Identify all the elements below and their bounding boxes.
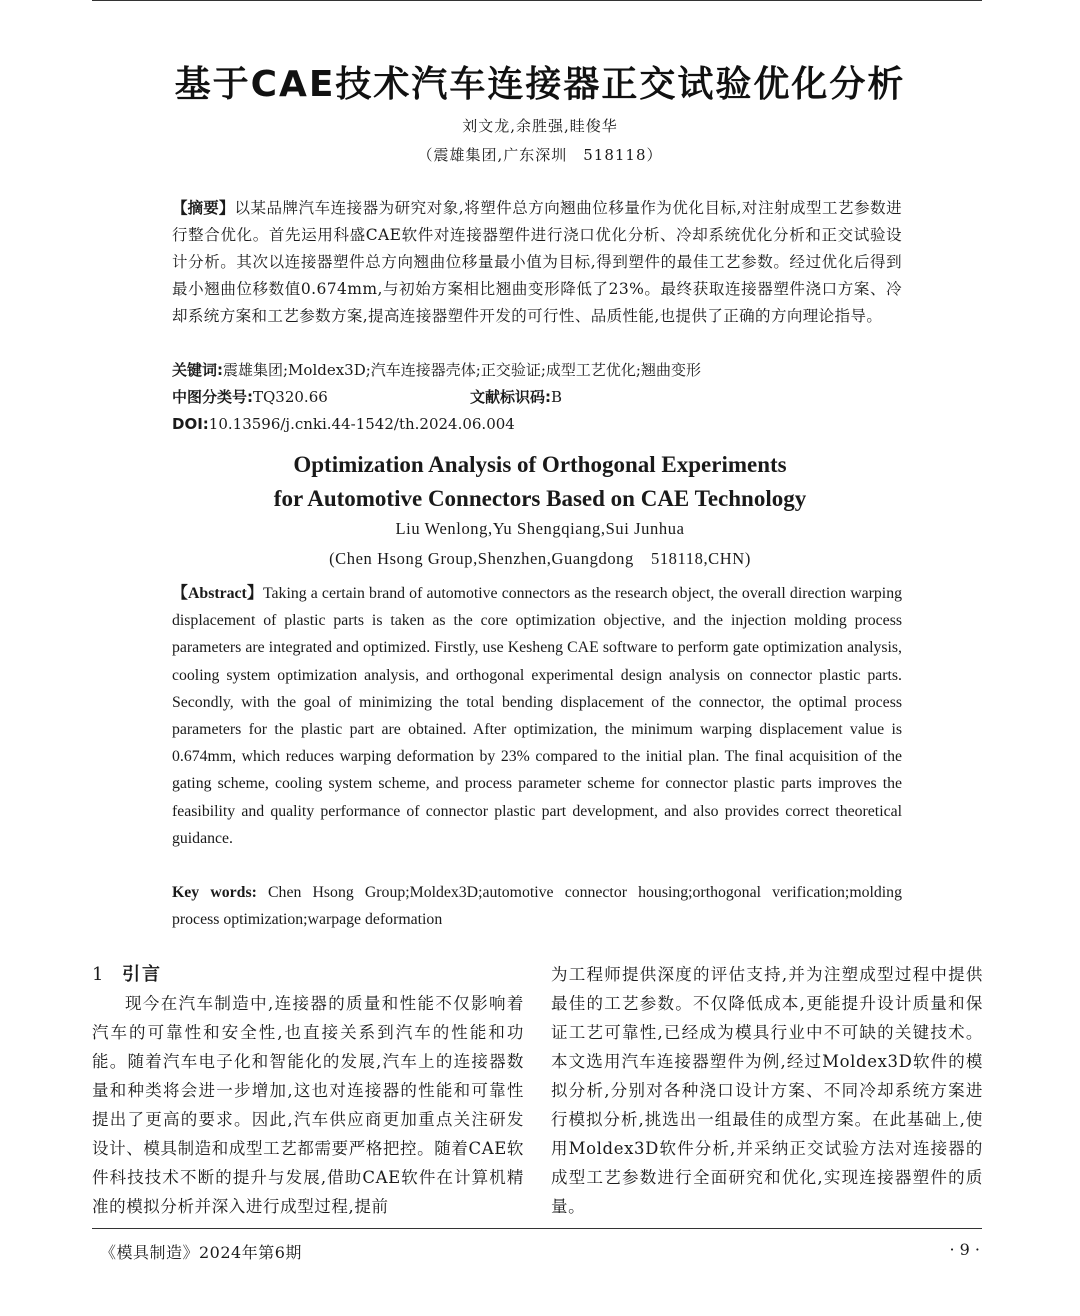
page-number: · 9 · [949, 1240, 980, 1259]
abstract-en-text: Taking a certain brand of automotive connectors as the research object, the overall direction warping displacement of plastic parts is taken as the core optimization objective, and the injection molding process parameters are integrated and optimized. Firstly, use Kesheng CAE software to perform gate optimization analysis, cooling system optimization analysis, and orthogonal experimental design analysis on connector plastic parts. Secondly, with the goal of minimizing the total bending displacement of the connector, the optimal process parameters for the plastic part are obtained. After optimization, the minimum warping displacement value is 0.674mm, which reduces warping deformation by 23% compared to the initial plan. The final acquisition of the gating scheme, cooling system scheme, and process parameter scheme for connector plastic parts improves the feasibility and quality performance of connector plastic part development, and also provides correct theoretical guidance. [172, 585, 902, 847]
authors-cn: 刘文龙,余胜强,眭俊华 [462, 117, 618, 135]
keywords-cn [172, 357, 902, 383]
doc-code-value: B [551, 388, 563, 406]
doi [172, 411, 515, 437]
keywords-cn-label: 关键词: [172, 361, 223, 379]
document-code [470, 384, 562, 410]
keywords-cn-text: 震雄集团;Moldex3D;汽车连接器壳体;正交验证;成型工艺优化;翘曲变形 [223, 361, 701, 379]
clc-value: TQ320.66 [253, 388, 328, 406]
abstract-cn-text: 以某品牌汽车连接器为研究对象,将塑件总方向翘曲位移量作为优化目标,对注射成型工艺参数进行整合优化。首先运用科盛CAE软件对连接器塑件进行浇口优化分析、冷却系统优化分析和正交试验设计分析。其次以连接器塑件总方向翘曲位移量最小值为目标,得到塑件的最佳工艺参数。经过优化后得到最小翘曲位移数值0.674mm,与初始方案相比翘曲变形降低了23%。最终获取连接器塑件浇口方案、冷却系统方案和工艺参数方案,提高连接器塑件开发的可行性、品质性能,也提供了正确的方向理论指导。 [172, 199, 902, 325]
paper-title-cn: 基于CAE技术汽车连接器正交试验优化分析 [174, 64, 906, 105]
clc-label: 中图分类号: [172, 388, 253, 406]
journal-issue: 《模具制造》2024年第6期 [100, 1243, 302, 1262]
keywords-en-text: Chen Hsong Group;Moldex3D;automotive connector housing;orthogonal verification;molding process optimization;warpage deformation [172, 884, 902, 929]
keywords-en-label: Key words: [172, 884, 257, 901]
affiliation-en: (Chen Hsong Group,Shenzhen,Guangdong 518118,CHN) [329, 549, 751, 568]
doc-code-label: 文献标识码: [470, 388, 551, 406]
intro-paragraph-right: 为工程师提供深度的评估支持,并为注塑成型过程中提供最佳的工艺参数。不仅降低成本,更能提升设计质量和保证工艺可靠性,已经成为模具行业中不可缺的关键技术。本文选用汽车连接器塑件为例,经过Moldex3D软件的模拟分析,分别对各种浇口设计方案、不同冷却系统方案进行模拟分析,挑选出一组最佳的成型方案。在此基础上,使用Moldex3D软件分析,并采纳正交试验方法对连接器的成型工艺参数进行全面研究和优化,实现连接器塑件的质量。 [551, 965, 983, 1216]
abstract-en-label: 【Abstract】 [172, 585, 263, 602]
abstract-cn-label: 【摘要】 [172, 199, 235, 217]
right-column [551, 960, 983, 1221]
left-column [92, 960, 524, 1221]
affiliation-cn: （震雄集团,广东深圳 518118） [417, 146, 663, 164]
abstract-cn [172, 195, 902, 330]
intro-paragraph-left: 现今在汽车制造中,连接器的质量和性能不仅影响着汽车的可靠性和安全性,也直接关系到汽车的性能和功能。随着汽车电子化和智能化的发展,汽车上的连接器数量和种类将会进一步增加,这也对连接器的性能和可靠性提出了更高的要求。因此,汽车供应商更加重点关注研发设计、模具制造和成型工艺都需要严格把控。随着CAE软件科技技术不断的提升与发展,借助CAE软件在计算机精准的模拟分析并深入进行成型过程,提前 [92, 994, 524, 1216]
keywords-en [172, 879, 902, 933]
section-heading [92, 960, 524, 989]
top-rule [92, 0, 982, 1]
clc-number [172, 384, 328, 410]
authors-en: Liu Wenlong,Yu Shengqiang,Sui Junhua [395, 519, 685, 538]
paper-title-en-line1: Optimization Analysis of Orthogonal Experiments [293, 452, 787, 477]
paper-title-en-line2: for Automotive Connectors Based on CAE Technology [273, 486, 807, 511]
footer-rule [92, 1228, 982, 1229]
doi-label: DOI: [172, 415, 209, 433]
section-number: 1 [92, 964, 105, 985]
doi-value: 10.13596/j.cnki.44-1542/th.2024.06.004 [208, 415, 515, 433]
section-title: 引言 [122, 964, 163, 985]
abstract-en [172, 580, 902, 852]
